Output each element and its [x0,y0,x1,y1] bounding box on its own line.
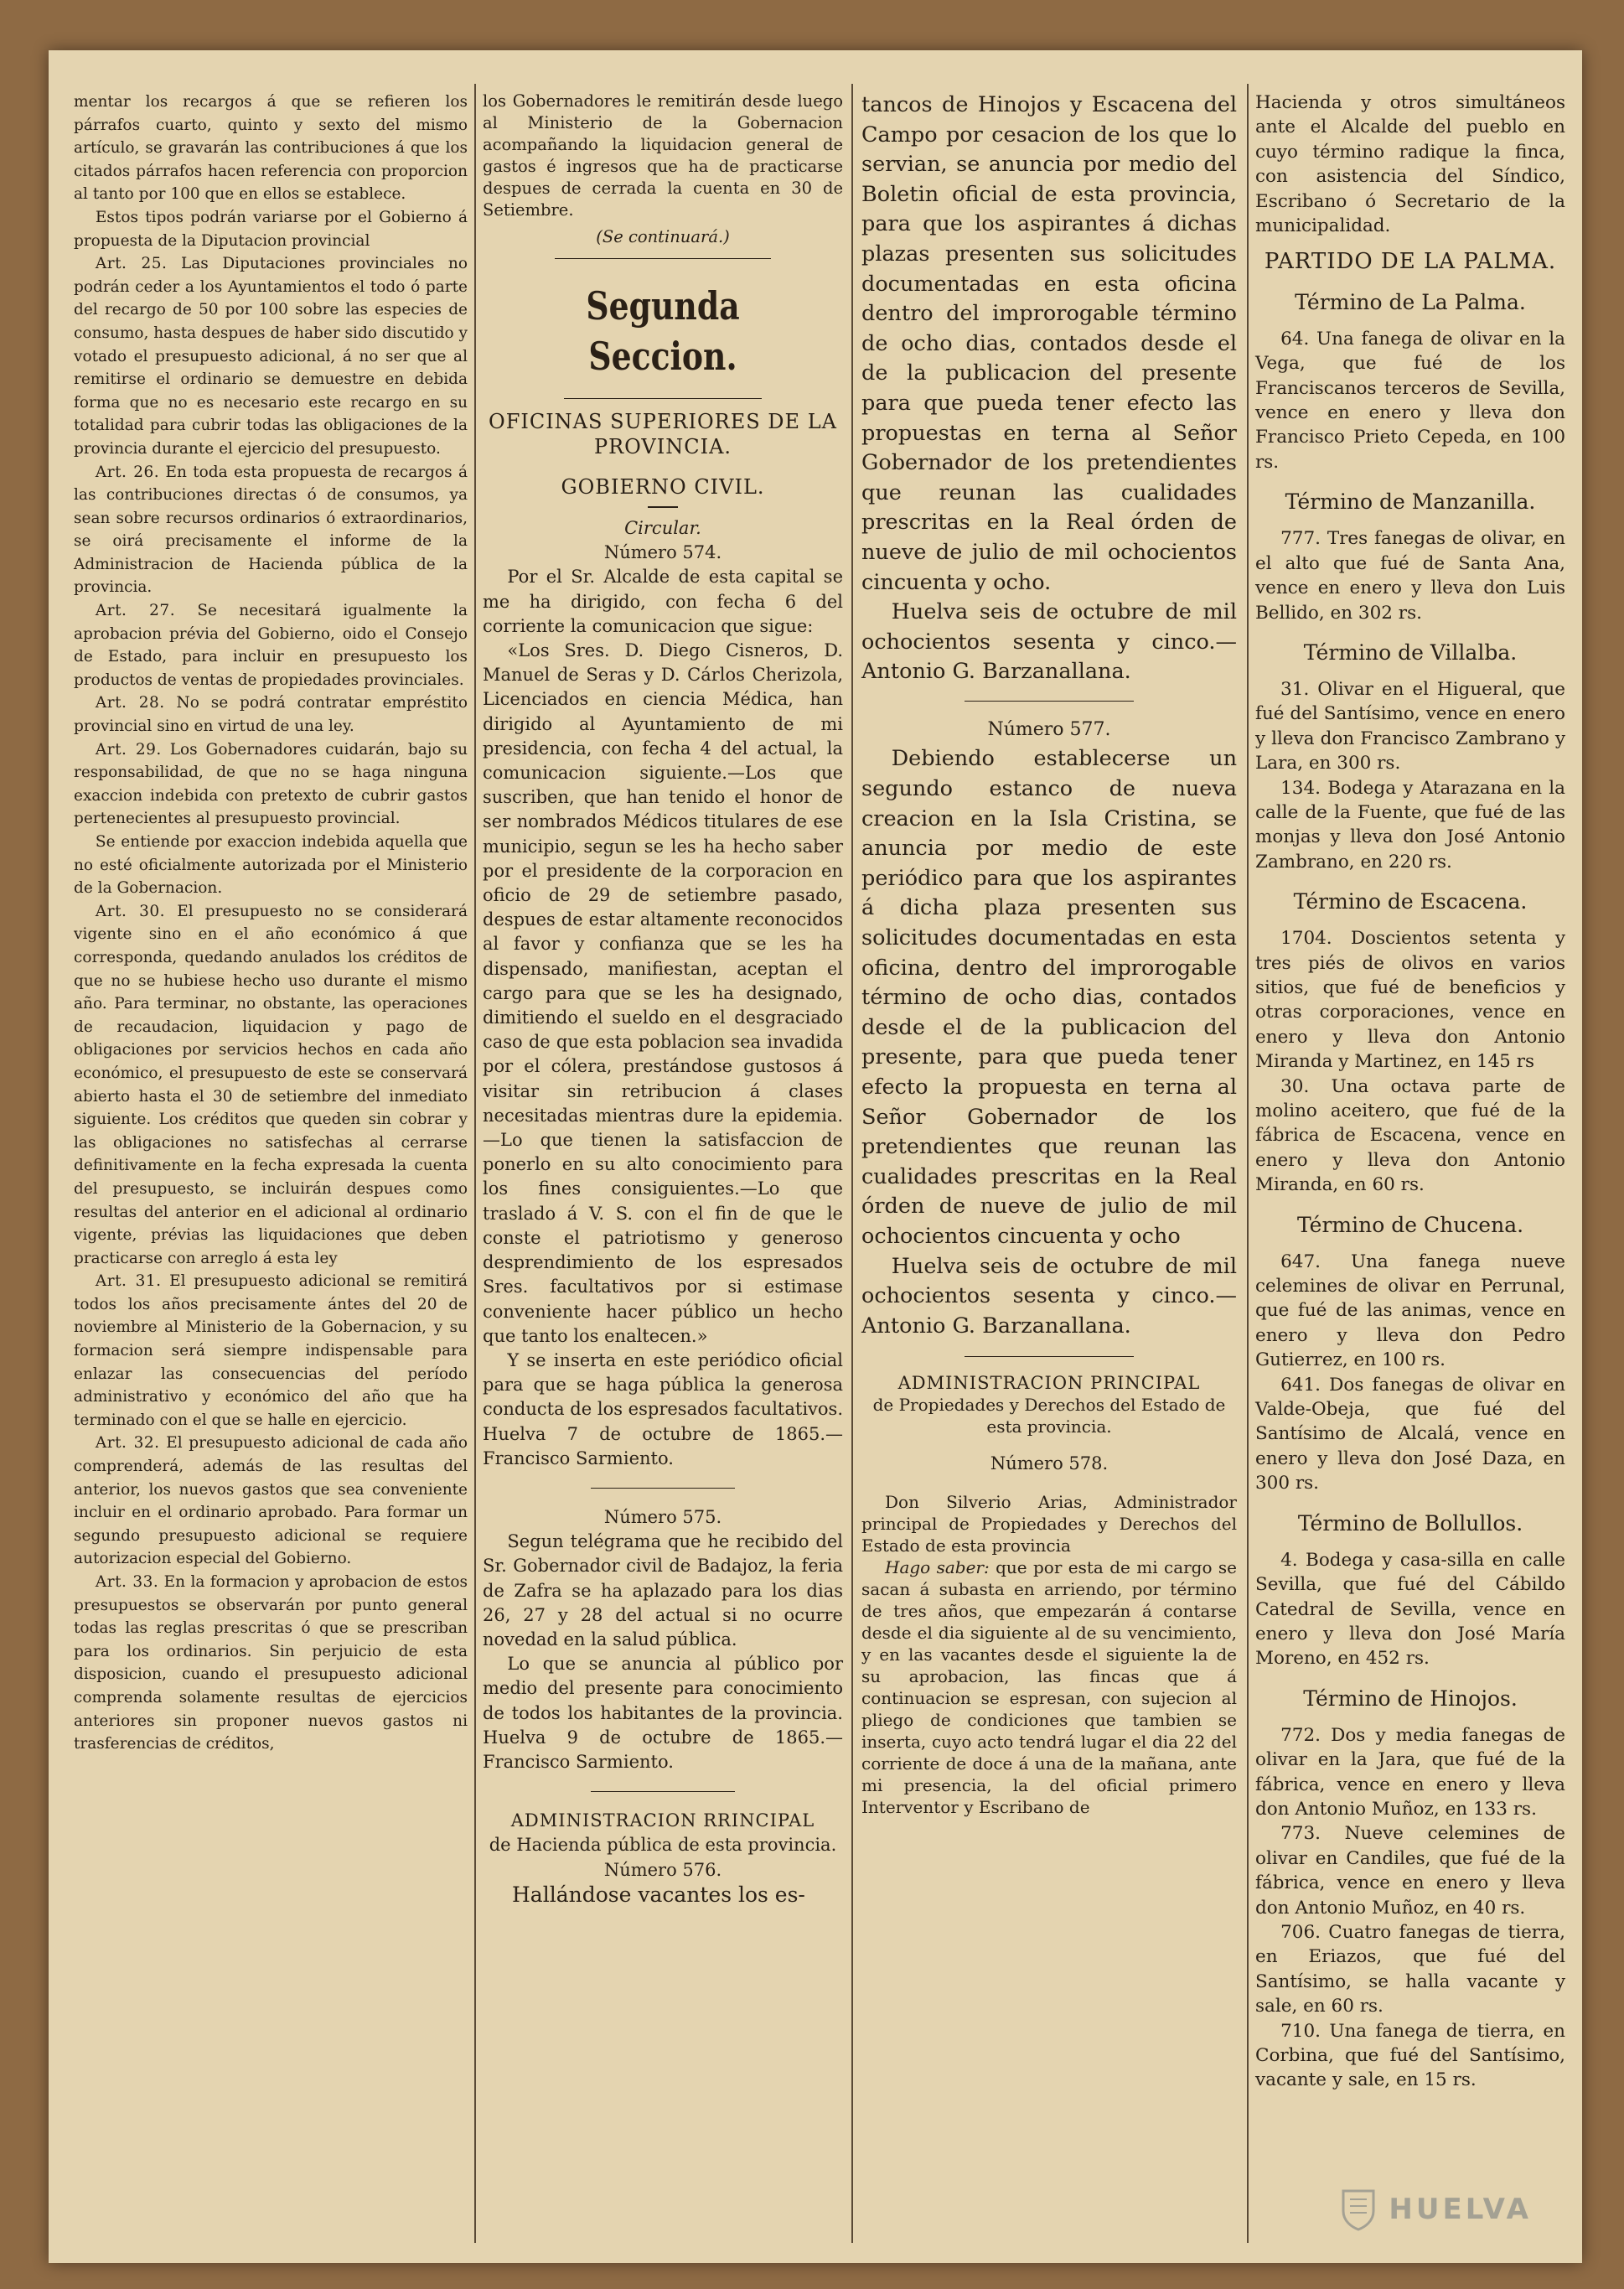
property-number: 647. [1280,1251,1321,1272]
divider [648,506,678,508]
termino-heading: Término de Villalba. [1303,640,1518,665]
article-paragraph [74,831,468,900]
number-heading: Número 575. [603,1506,722,1527]
paragraph: «Los Sres. D. Diego Cisneros, D. Manuel de Seras y D. Cárlos Cherizola, Licenciados en ciencia Médica, han dirigido al Ayuntamiento de mi presidencia, con fecha 4 del actual, la comunicacion siguiente.—Los que suscriben, que han tenido el honor de ser nombrados Médicos titulares de ese municipio, segun se les ha hecho saber por el presidente de la corporacion en oficio de 29 de setiembre pasado, despues de estar altamente reconocidos al favor y confianza que se les ha dispensado, manifiestan, aceptan el cargo para que se les ha designado, dimitiendo el sueldo en el desgraciado caso de que esta poblacion sea invadida por el cólera, prestándose gustosos á visitar sin retribucion á clases necesitadas mientras dure la epidemia.—Lo que tienen la satisfaccion de ponerlo en su alto conocimiento para los fines consiguientes.—Lo que traslado á V. S. con el fin de que le conste el patriotismo y generoso desprendimiento de los espresados Sres. facultativos por si estimase conveniente hacer público un hecho que tanto los enaltecen.» [483,640,843,1346]
property-text: Una fanega nueve celemines de olivar en Perrunal, que fué de las animas, vence en enero y lleva don Pedro Gutierrez, en 100 rs. [1255,1251,1565,1371]
article-text: En toda esta propuesta de recargos á las contribuciones directas ó de consumos, ya sean sobre recursos ordinarios ó extraordinarios, se oirá precisamente el informe de la Administracion de Hacienda pública de la provincia. [74,463,468,597]
article-label: Art. 31. [95,1272,162,1291]
property-text: Una octava parte de molino aceitero, que fué de la fábrica de Escacena, vence en enero y lleva don Antonio Miranda, en 60 rs. [1255,1075,1565,1196]
signature: Huelva seis de octubre de mil ochocientos sesenta y cinco.—Antonio G. Barzanallana. [861,1253,1237,1339]
article-label: Art. 27. [95,602,176,620]
divider [965,701,1134,702]
paragraph: tancos de Hinojos y Escacena del Campo por cesacion de los que lo servian, se anuncia por medio del Boletin oficial de esta provincia, para que los aspirantes á dichas plazas presenten sus solicitudes documentadas en esta oficina dentro del improrogable término de ocho dias, contados desde el de la publicacion del presente para que pueda tener efecto las propuestas en terna al Señor Gobernador de los pretendientes que reunan las cualidades prescritas en la Real órden de nueve de julio de mil ochocientos cincuenta y ocho. [861,92,1237,595]
admin-heading: ADMINISTRACION RRINCIPAL [510,1810,815,1831]
paragraph: Debiendo establecerse un segundo estanco de nueva creacion en la Isla Cristina, se anuncia por medio de este periódico para que los aspirantes á dicha plaza presenten sus solicitudes documentadas en esta oficina, dentro del improrogable término de ocho dias, contados desde el de la publicacion del presente, para que pueda tener efecto la propuesta en terna al Señor Gobernador de los pretendientes que reunan las cualidades prescritas en la Real órden de nueve de julio de mil ochocientos cincuenta y ocho [861,746,1237,1249]
article-text: No se podrá contratar empréstito provincial sino en virtud de una ley. [74,694,468,736]
paragraph: mentar los recargos á que se refieren los párrafos cuarto, quinto y sexto del mismo artículo, se gravarán las contribuciones á que los citados párrafos hacen referencia con proporcion al tanto por 100 que en ellos se establece. [74,93,468,204]
newspaper-page [49,50,1582,2263]
property-number: 1704. [1280,928,1332,950]
termino-heading: Término de Hinojos. [1303,1686,1518,1711]
paragraph: Estos tipos podrán variarse por el Gobierno á propuesta de la Diputacion provincial [74,208,468,250]
property-item [1255,2019,1565,2093]
property-item [1255,926,1565,1074]
paragraph: Y se inserta en este periódico oficial para que se haga pública la generosa conducta de los espresados facultativos. Huelva 7 de octubre de 1865.—Francisco Sarmiento. [483,1349,843,1468]
terminos-list [1255,288,1565,2093]
signature: Huelva seis de octubre de mil ochocientos sesenta y cinco.—Antonio G. Barzanallana. [861,599,1237,685]
property-number: 772. [1280,1724,1321,1746]
property-text: Una fanega de olivar en la Vega, que fué de los Franciscanos terceros de Sevilla, vence en enero y lleva don Francisco Prieto Cepeda, en 100 rs. [1255,328,1565,473]
article-paragraph [74,691,468,738]
column-1 [74,91,468,2240]
property-item [1255,327,1565,474]
property-item [1255,1373,1565,1496]
property-text: Tres fanegas de olivar, en el alto que fué de Santa Ana, vence en enero y lleva don Luis Bellido, en 302 rs. [1255,528,1565,624]
article-text: Se entiende por exaccion indebida aquella que no esté oficialmente autorizada por el Ministerio de la Gobernacion. [74,833,468,898]
section-title: Segunda Seccion. [586,283,740,379]
watermark-text: HUELVA [1389,2193,1532,2226]
column-rule [474,84,476,2243]
property-item [1255,526,1565,625]
property-item [1255,1250,1565,1373]
property-text: Cuatro fanegas de tierra, en Eriazos, que fué del Santísimo, se halla vacante y sale, en 60 rs. [1255,1921,1565,2017]
property-item [1255,1821,1565,1920]
article-paragraph [74,599,468,691]
article-paragraph [74,1571,468,1756]
paragraph: Don Silverio Arias, Administrador principal de Propiedades y Derechos del Estado de esta provincia [861,1491,1237,1556]
column-rule [1247,84,1249,2243]
divider [591,1488,735,1489]
paragraph: los Gobernadores le remitirán desde luego al Ministerio de la Gobernacion acompañando la liquidacion general de gastos é ingresos que ha de practicarse despues de cerrada la cuenta en 30 de Setiembre. [483,91,843,220]
number-heading: Número 574. [603,542,722,563]
paragraph: Por el Sr. Alcalde de esta capital se me ha dirigido, con fecha 6 del corriente la comunicacion que sigue: [483,567,843,636]
property-number: 31. [1280,678,1310,700]
property-text: Bodega y Atarazana en la calle de la Fuente, que fué de las monjas y lleva don José Antonio Zambrano, en 220 rs. [1255,777,1565,873]
article-label: Art. 32. [95,1434,160,1453]
article-label: Art. 25. [95,255,168,273]
article-paragraph [74,1270,468,1432]
number-heading: Número 576. [603,1859,722,1880]
property-number: 4. [1280,1549,1298,1571]
column-rule [851,84,853,2243]
article-text: El presupuesto adicional se remitirá todos los años precisamente ántes del 20 de noviembre al Ministerio de la Gobernacion, y su formacion será siempre indispensable para enlazar las consecuencias del período administrativo y económico del año que ha terminado con el que se halle en ejercicio. [74,1272,468,1429]
paragraph: Hallándose vacantes los es- [512,1882,805,1907]
article-label: Art. 26. [95,463,160,481]
watermark-logo [1340,2188,1532,2231]
property-number: 641. [1280,1374,1321,1396]
article-text: Las Diputaciones provinciales no podrán ceder a los Ayuntamientos el todo ó parte del recargo de 50 por 100 sobre las especies de consumo, hasta despues de haber sido discutido y votado el presupuesto adicional, á no ser que al remitirse el ordinario se demuestre en debida forma que no es necesario este recargo en su totalidad para cubrir todas las obligaciones de la provincia durante el ejercicio del presupuesto. [74,255,468,458]
property-number: 773. [1280,1823,1321,1845]
offices-heading: OFICINAS SUPERIORES DE LA PROVINCIA. [489,410,837,458]
admin-subheading: de Hacienda pública de esta provincia. [489,1835,837,1856]
article-paragraph [74,252,468,460]
property-item [1255,776,1565,875]
shield-icon [1340,2188,1377,2231]
property-text: Bodega y casa-silla en calle Sevilla, que fué del Cábildo Catedral de Sevilla, vence en enero y lleva don José María Moreno, en 452 rs. [1255,1549,1565,1670]
property-item [1255,1723,1565,1822]
divider [564,398,763,399]
property-number: 706. [1280,1921,1321,1943]
article-text: Se necesitará igualmente la aprobacion prévia del Gobierno, oido el Consejo de Estado, para incluir en presupuesto los productos de ventas de propiedades provinciales. [74,602,468,689]
property-number: 30. [1280,1075,1310,1097]
articles-list [74,252,468,1756]
article-paragraph [74,738,468,831]
divider [555,258,771,259]
paragraph: Segun telégrama que he recibido del Sr. Gobernador civil de Badajoz, la feria de Zafra se ha aplazado para los dias 26, 27 y 28 del actual si no ocurre novedad en la salud pública. [483,1531,843,1649]
property-number: 777. [1280,528,1321,550]
paragraph: que por esta de mi cargo se sacan á subasta en arriendo, por término de tres años, que empezarán á contarse desde el dia siguiente al de su vencimiento, y en las vacantes desde el siguiente la de su aprobacion, las fincas que á continuacion se espresan, con sujecion al pliego de condiciones que tambien se inserta, cuyo acto tendrá lugar el dia 22 del corriente de doce á una de la mañana, ante mi presencia, la del oficial primero Interventor y Escribano de [861,1556,1237,1817]
divider [965,1356,1134,1357]
termino-heading: Término de Bollullos. [1297,1510,1523,1535]
property-text: Una fanega de tierra, en Corbina, que fué del Santísimo, vacante y sale, en 15 rs. [1255,2020,1565,2091]
property-item [1255,1548,1565,1671]
property-item [1255,1075,1565,1198]
property-text: Dos y media fanegas de olivar en la Jara, que fué de la fábrica, vence en enero y lleva don Antonio Muñoz, en 133 rs. [1255,1724,1565,1820]
article-label: Art. 29. [95,740,162,759]
number-heading: Número 578. [990,1453,1109,1474]
property-text: Nueve celemines de olivar en Candiles, que fué de la fábrica, vence en enero y lleva don Antonio Muñoz, en 40 rs. [1255,1823,1565,1919]
property-text: Doscientos setenta y tres piés de olivos en varios sitios, que fué de beneficios y otras corporaciones, vence en enero y lleva don Antonio Miranda y Martinez, en 145 rs [1255,928,1565,1073]
lead-text: Hago saber: [885,1556,990,1577]
gobierno-heading: GOBIERNO CIVIL. [561,475,765,499]
paragraph: Hacienda y otros simultáneos ante el Alcalde del pueblo en cuyo término radique la finca, con asistencia del Síndico, Escribano ó Secretario de la municipalidad. [1255,92,1565,237]
article-text: El presupuesto no se considerará vigente sino en el año económico á que corresponda, quedando anulados los créditos de que no se hubiese hecho uso durante el mismo año. Para terminar, no obstante, las operaciones de recaudacion, liquidacion y pago de obligaciones por servicios hechos en cada año económico, el presupuesto de este se conservará abierto hasta el 30 de setiembre del inmediato siguiente. Los créditos que queden sin cobrar y las obligaciones no satisfechas al cerrarse definitivamente en la fecha expresada la cuenta del presupuesto, se incluirán despues como resultas del anterior en el adicional al ordinario vigente, prévias las liquidaciones que deben practicarse con arreglo á esta ley [74,902,468,1267]
paragraph: Lo que se anuncia al público por medio del presente para conocimiento de todos los habitantes de la provincia. Huelva 9 de octubre de 1865.—Francisco Sarmiento. [483,1654,843,1772]
termino-heading: Término de Chucena. [1296,1212,1524,1237]
number-heading: Número 577. [987,718,1111,740]
article-label: Art. 33. [95,1573,159,1591]
admin-subheading: de Propiedades y Derechos del Estado de esta provincia. [872,1395,1226,1437]
article-paragraph [74,900,468,1271]
termino-heading: Término de Escacena. [1293,889,1528,914]
column-4 [1255,91,1565,2240]
termino-heading: Término de Manzanilla. [1285,489,1536,515]
partido-heading: PARTIDO DE LA PALMA. [1264,249,1557,275]
termino-heading: Término de La Palma. [1295,289,1526,314]
property-number: 64. [1280,328,1310,350]
property-text: Dos fanegas de olivar en Valde-Obeja, que fué del Santísimo de Alcalá, vence en enero y lleva don José Daza, en 300 rs. [1255,1374,1565,1494]
admin-heading: ADMINISTRACION PRINCIPAL [897,1373,1201,1394]
continuation-note: (Se continuará.) [596,227,730,246]
article-text: En la formacion y aprobacion de estos presupuestos se observarán por punto general todas las reglas prescritas ó que se prescriban para los ordinarios. Sin perjuicio de esta disposicion, cuando el presupuesto adicional comprenda solamente resultas de ejercicios anteriores sin proponer nuevos gastos ni trasferencias de créditos, [74,1573,468,1753]
column-2 [483,91,843,2240]
property-item [1255,1920,1565,2019]
property-number: 134. [1280,777,1321,799]
circular-label: Circular. [624,518,701,538]
article-text: El presupuesto adicional de cada año comprenderá, además de las resultas del anterior, los nuevos gastos que sea conveniente incluir en el ordinario aprobado. Para formar un segundo presupuesto adicional se requiere autorizacion especial del Gobierno. [74,1434,468,1568]
article-text: Los Gobernadores cuidarán, bajo su responsabilidad, de que no se haga ninguna exaccion indebida con pretexto de cubrir gastos pertenecientes al presupuesto provincial. [74,740,468,828]
article-paragraph [74,1432,468,1571]
property-text: Olivar en el Higueral, que fué del Santísimo, vence en enero y lleva don Francisco Zambrano y Lara, en 300 rs. [1255,678,1565,774]
article-label: Art. 30. [95,902,166,920]
column-3 [861,91,1237,2240]
article-label: Art. 28. [95,694,165,712]
property-number: 710. [1280,2020,1321,2042]
article-paragraph [74,461,468,600]
property-item [1255,677,1565,776]
divider [591,1791,735,1792]
